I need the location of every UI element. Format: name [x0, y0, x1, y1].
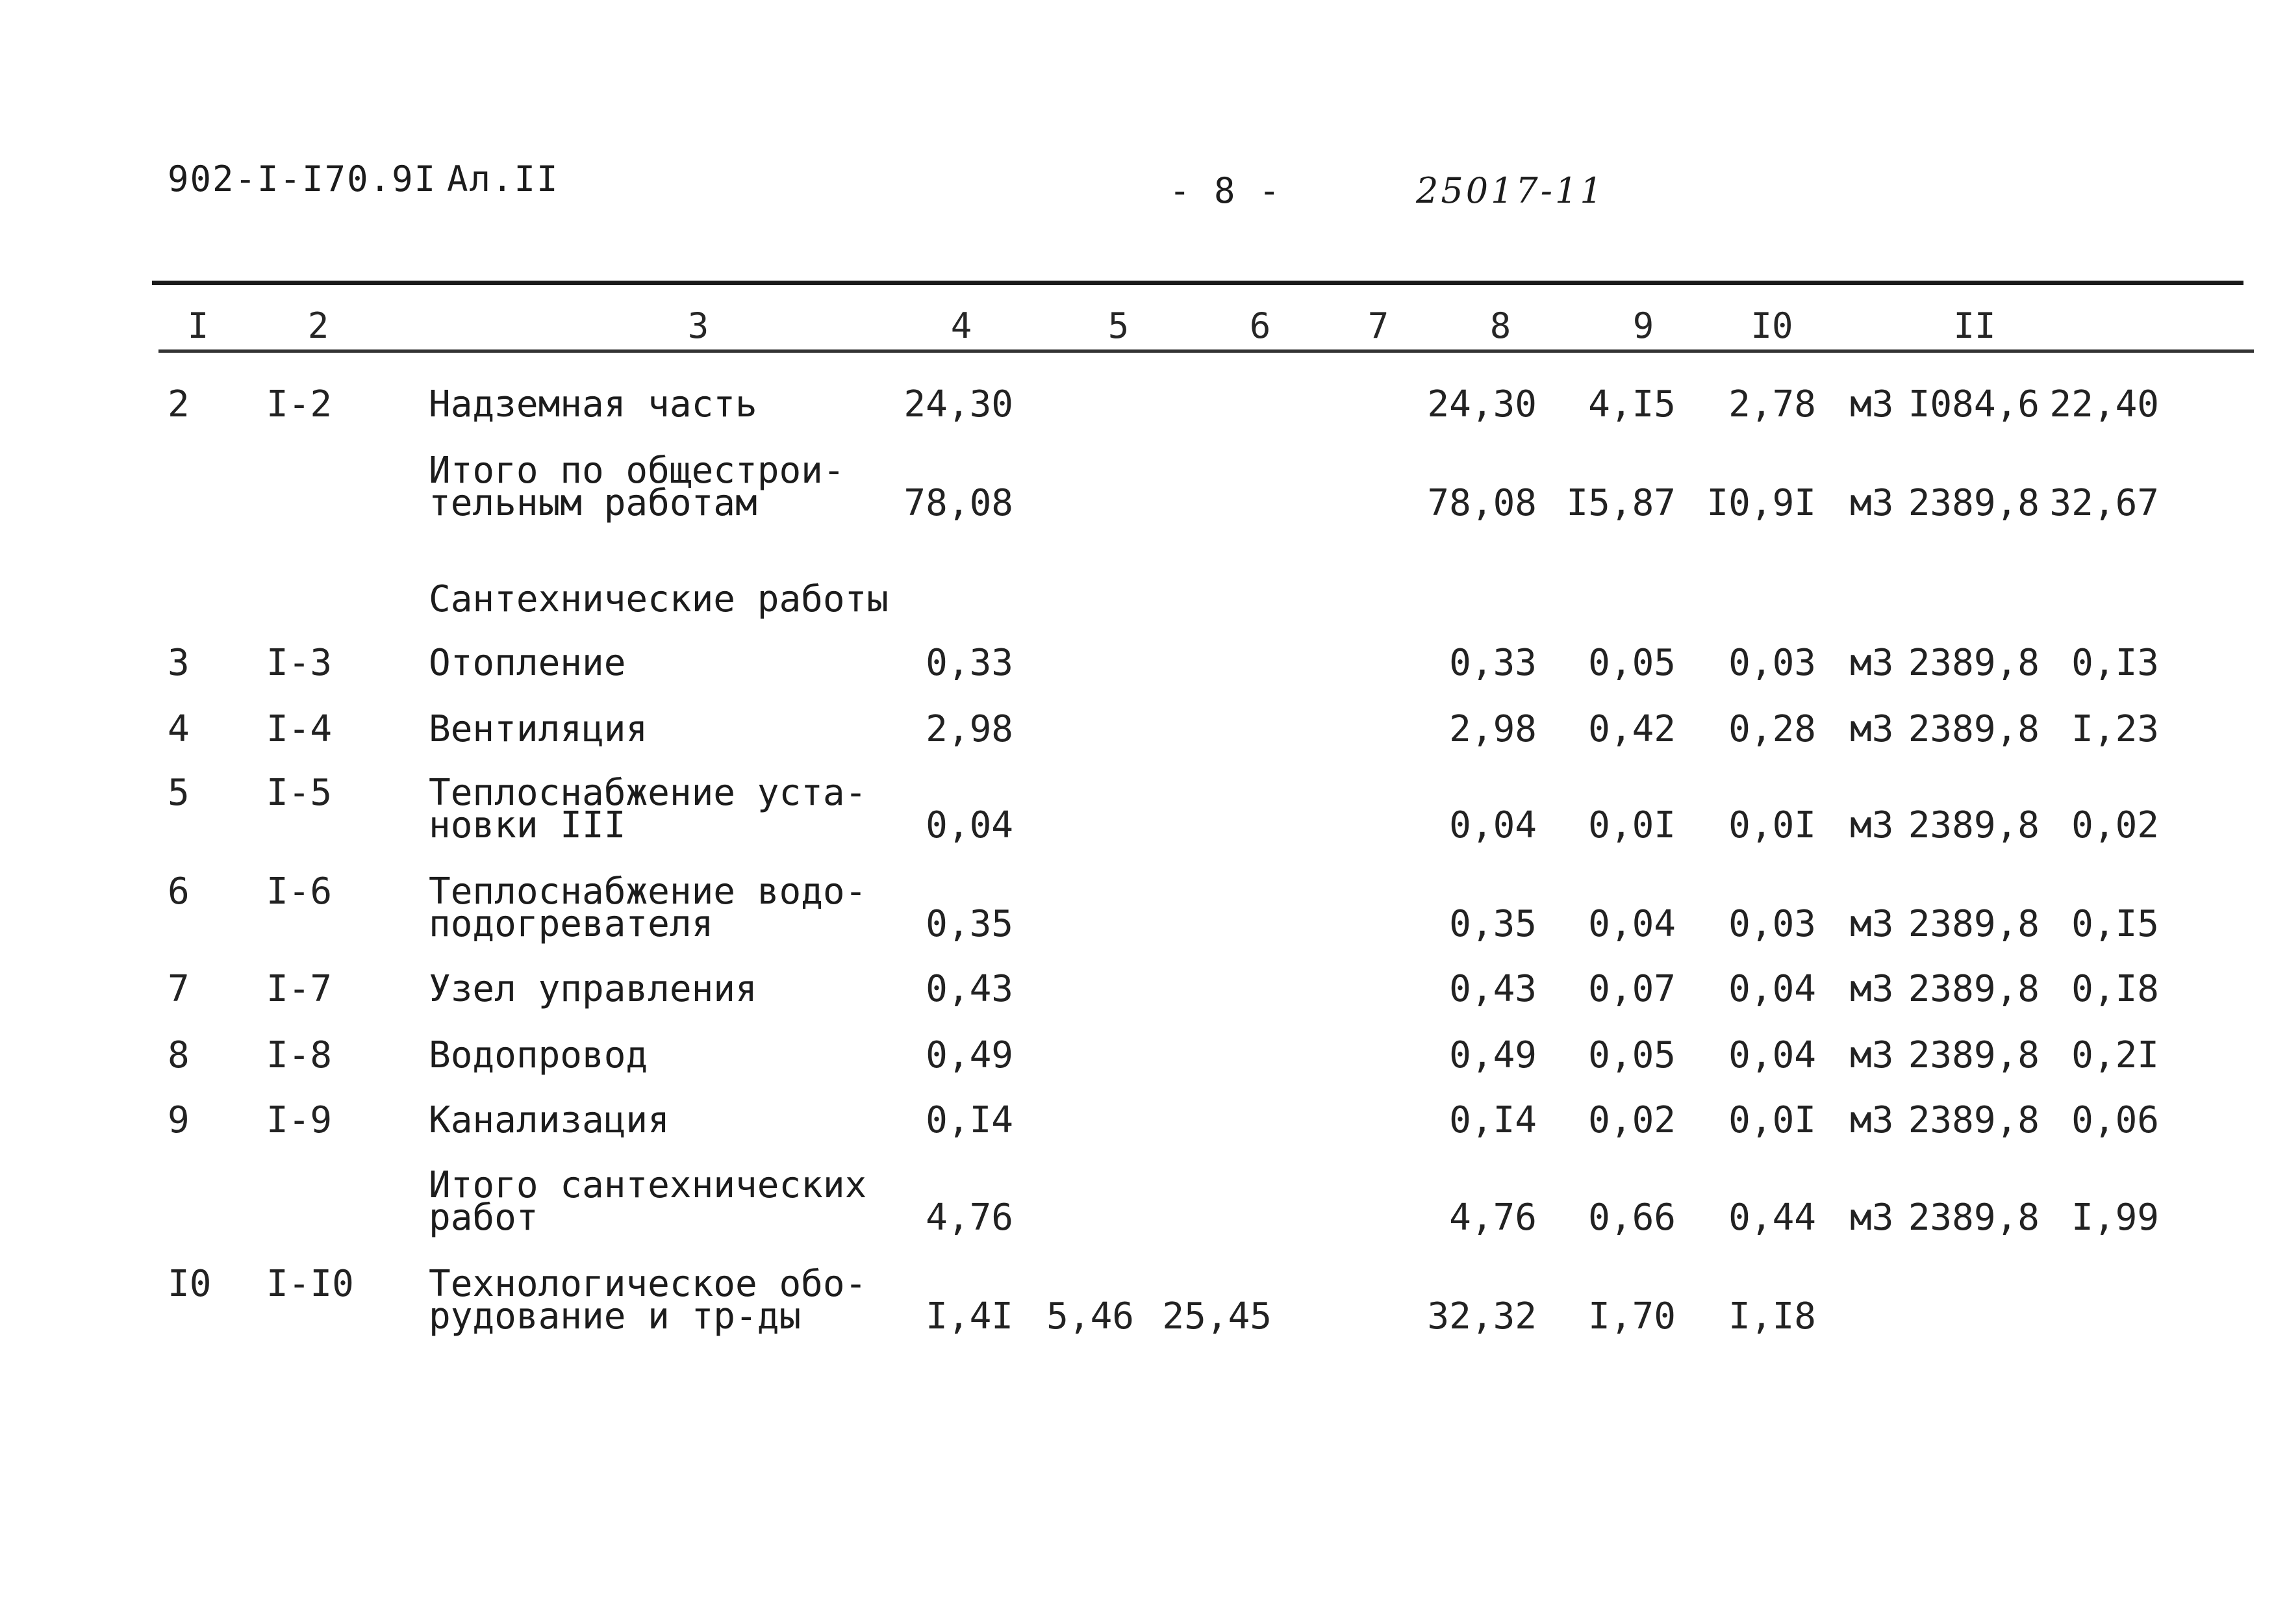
cell-c10: 2,78	[1728, 383, 1816, 425]
cell-c10: 0,04	[1728, 968, 1816, 1010]
cell-c11a: 2389,8	[1908, 968, 2040, 1010]
cell-c11b: 22,40	[2049, 383, 2159, 425]
cell-c10: 0,44	[1728, 1197, 1816, 1239]
row-code: I-9	[266, 1099, 333, 1141]
cell-c10: I0,9I	[1706, 482, 1816, 524]
cell-c4: 0,35	[926, 903, 1013, 945]
column-header-7: 7	[1367, 305, 1389, 346]
cell-c8: 2,98	[1449, 708, 1537, 750]
cell-c8: 24,30	[1427, 383, 1537, 425]
cell-c10: 0,04	[1728, 1034, 1816, 1076]
row-name-line: новки III	[429, 804, 626, 846]
cell-c10: 0,0I	[1728, 1099, 1816, 1141]
column-header-10: I0	[1750, 305, 1793, 346]
header-bottom-rule	[158, 349, 2254, 353]
column-header-3: 3	[687, 305, 709, 346]
cell-c11a: 2389,8	[1908, 708, 2040, 750]
cell-c8: 0,49	[1449, 1034, 1537, 1076]
cell-unit: м3	[1850, 1099, 1894, 1141]
cell-c11a: I084,6	[1908, 383, 2040, 425]
cell-c10: I,I8	[1728, 1295, 1816, 1338]
row-number: 2	[168, 383, 190, 425]
cell-c4: 2,98	[926, 708, 1013, 750]
row-number: 6	[168, 870, 190, 913]
row-code: I-I0	[266, 1263, 354, 1305]
row-number: 3	[168, 642, 190, 684]
cell-c11a: 2389,8	[1908, 1034, 2040, 1076]
cell-c10: 0,03	[1728, 642, 1816, 684]
cell-c8: 32,32	[1427, 1295, 1537, 1338]
column-header-11: II	[1953, 305, 1996, 346]
handwritten-inventory-number: 25017-11	[1416, 170, 1605, 211]
cell-c4: 0,04	[926, 804, 1013, 846]
column-header-6: 6	[1249, 305, 1271, 346]
cell-c8: 0,35	[1449, 903, 1537, 945]
cell-c11b: 0,2I	[2071, 1034, 2159, 1076]
cell-unit: м3	[1850, 1197, 1894, 1239]
cell-c11a: 2389,8	[1908, 804, 2040, 846]
cell-c9: 0,0I	[1588, 804, 1676, 846]
cell-c4: 0,33	[926, 642, 1013, 684]
row-name-line: Теплоснабжение водо-	[429, 870, 867, 913]
row-name-line: рудование и тр-ды	[429, 1295, 802, 1338]
cell-unit: м3	[1850, 383, 1894, 425]
row-name-line: Сантехнические работы	[429, 578, 889, 620]
cell-c4: I,4I	[926, 1295, 1013, 1338]
column-header-5: 5	[1107, 305, 1130, 346]
row-name-line: работ	[429, 1197, 538, 1239]
row-name-line: Итого сантехнических	[429, 1164, 867, 1206]
row-name-line: Теплоснабжение уста-	[429, 772, 867, 814]
cell-c11b: 0,I5	[2071, 903, 2159, 945]
page-number: - 8 -	[1169, 170, 1282, 211]
cell-c8: 78,08	[1427, 482, 1537, 524]
cell-c4: 4,76	[926, 1197, 1013, 1239]
cell-c11a: 2389,8	[1908, 642, 2040, 684]
row-number: 4	[168, 708, 190, 750]
cell-c11b: 0,I3	[2071, 642, 2159, 684]
cell-c10: 0,0I	[1728, 804, 1816, 846]
row-number: I0	[168, 1263, 212, 1305]
cell-c11a: 2389,8	[1908, 903, 2040, 945]
cell-unit: м3	[1850, 804, 1894, 846]
cell-c11a: 2389,8	[1908, 482, 2040, 524]
cell-c9: 0,05	[1588, 1034, 1676, 1076]
cell-unit: м3	[1850, 708, 1894, 750]
cell-c9: I5,87	[1566, 482, 1676, 524]
cell-unit: м3	[1850, 642, 1894, 684]
row-code: I-4	[266, 708, 333, 750]
document-code: 902-I-I70.9I	[168, 159, 437, 199]
cell-c11a: 2389,8	[1908, 1197, 2040, 1239]
row-number: 8	[168, 1034, 190, 1076]
row-code: I-7	[266, 968, 333, 1010]
cell-c4: 0,43	[926, 968, 1013, 1010]
cell-c8: 0,43	[1449, 968, 1537, 1010]
cell-c9: 0,07	[1588, 968, 1676, 1010]
column-header-4: 4	[950, 305, 972, 346]
row-name-line: Вентиляция	[429, 708, 648, 750]
cell-c4: 24,30	[903, 383, 1013, 425]
cell-c9: 0,05	[1588, 642, 1676, 684]
row-code: I-8	[266, 1034, 333, 1076]
cell-unit: м3	[1850, 482, 1894, 524]
row-name-line: Технологическое обо-	[429, 1263, 867, 1305]
row-number: 9	[168, 1099, 190, 1141]
cell-unit: м3	[1850, 903, 1894, 945]
table-top-rule	[152, 281, 2243, 285]
column-header-2: 2	[307, 305, 329, 346]
row-number: 7	[168, 968, 190, 1010]
cell-c11b: I,99	[2071, 1197, 2159, 1239]
cell-unit: м3	[1850, 968, 1894, 1010]
row-name-line: тельным работам	[429, 482, 757, 524]
cell-c4: 0,I4	[926, 1099, 1013, 1141]
cell-c9: I,70	[1588, 1295, 1676, 1338]
row-name-line: Канализация	[429, 1099, 670, 1141]
cell-c4: 78,08	[903, 482, 1013, 524]
cell-c11b: 0,02	[2071, 804, 2159, 846]
column-header-1: I	[187, 305, 209, 346]
row-name-line: Надземная часть	[429, 383, 757, 425]
row-code: I-3	[266, 642, 333, 684]
row-name-line: подогревателя	[429, 903, 714, 945]
cell-c8: 0,04	[1449, 804, 1537, 846]
cell-c4: 0,49	[926, 1034, 1013, 1076]
row-name-line: Итого по общестрои-	[429, 450, 845, 492]
row-name-line: Отопление	[429, 642, 626, 684]
cell-c11b: I,23	[2071, 708, 2159, 750]
cell-c8: 0,33	[1449, 642, 1537, 684]
row-name-line: Водопровод	[429, 1034, 648, 1076]
cell-unit: м3	[1850, 1034, 1894, 1076]
column-header-8: 8	[1489, 305, 1511, 346]
row-number: 5	[168, 772, 190, 814]
row-name-line: Узел управления	[429, 968, 757, 1010]
cell-c9: 0,42	[1588, 708, 1676, 750]
column-header-9: 9	[1632, 305, 1654, 346]
cell-c8: 0,I4	[1449, 1099, 1537, 1141]
cell-c6: 25,45	[1162, 1295, 1272, 1338]
cell-c9: 0,02	[1588, 1099, 1676, 1141]
cell-c5: 5,46	[1046, 1295, 1134, 1338]
cell-c11b: 0,I8	[2071, 968, 2159, 1010]
cell-c9: 0,04	[1588, 903, 1676, 945]
cell-c11b: 32,67	[2049, 482, 2159, 524]
cell-c9: 0,66	[1588, 1197, 1676, 1239]
album-number: Ал.II	[447, 159, 559, 199]
cell-c9: 4,I5	[1588, 383, 1676, 425]
row-code: I-5	[266, 772, 333, 814]
row-code: I-2	[266, 383, 333, 425]
cell-c8: 4,76	[1449, 1197, 1537, 1239]
cell-c10: 0,03	[1728, 903, 1816, 945]
row-code: I-6	[266, 870, 333, 913]
cell-c11a: 2389,8	[1908, 1099, 2040, 1141]
cell-c11b: 0,06	[2071, 1099, 2159, 1141]
cell-c10: 0,28	[1728, 708, 1816, 750]
